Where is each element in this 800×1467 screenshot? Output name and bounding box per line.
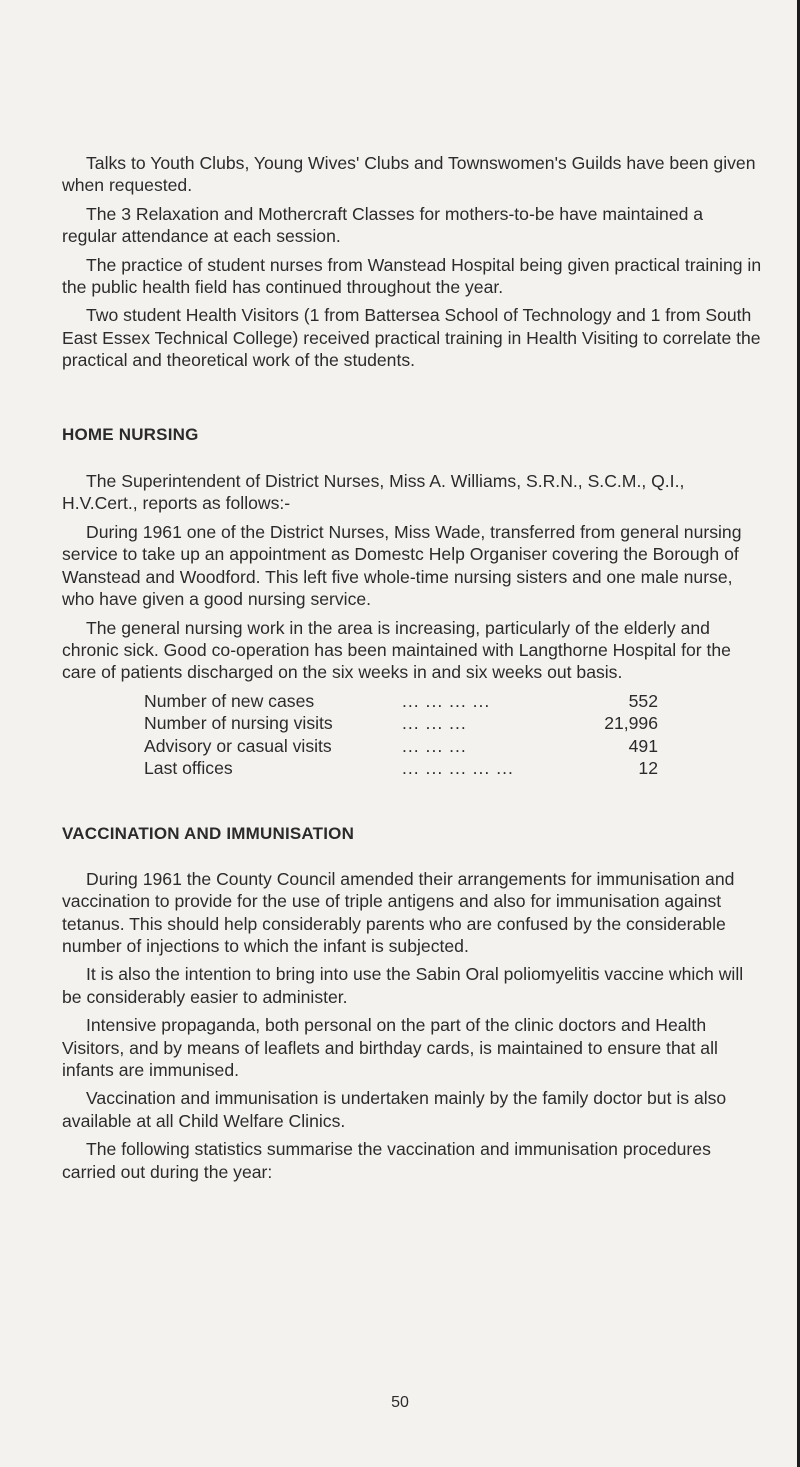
stat-label: Advisory or casual visits [144, 735, 332, 756]
stat-value: 21,996 [604, 713, 658, 734]
intro-paragraph-2: The 3 Relaxation and Mothercraft Classes for mothers-to-be have maintained a regular attendance at each session. [62, 203, 704, 247]
table-row [144, 712, 658, 734]
leader-dots: ... ... ... ... [402, 690, 491, 711]
vaccination-paragraph-4: Vaccination and immunisation is undertaken mainly by the family doctor but is also available at all Child Welfare Clinics. [62, 1088, 727, 1131]
stat-label: Last offices [144, 757, 233, 778]
stat-label: Number of new cases [144, 690, 315, 711]
vaccination-paragraph-1: During 1961 the County Council amended their arrangements for immunisation and vaccination to provide for the use of triple antigens and also for immunisation against tetanus. This should help considerably parents who are confused by the considerable number of injections to which the infant is subjected. [62, 868, 735, 956]
table-row [144, 690, 658, 712]
vaccination-paragraph-5: The following statistics summarise the vaccination and immunisation procedures carried out during the year: [62, 1139, 711, 1182]
intro-paragraph-4: Two student Health Visitors (1 from Battersea School of Technology and 1 from South East Essex Technical College) received practical training in Health Visiting to correlate the practical and theoretical work of the students. [62, 305, 761, 371]
vaccination-paragraph-2: It is also the intention to bring into use the Sabin Oral poliomyelitis vaccine which will be considerably easier to administer. [62, 964, 744, 1007]
home-nursing-paragraph-1: The Superintendent of District Nurses, Miss A. Williams, S.R.N., S.C.M., Q.I., H.V.Cert., reports as follows:- [62, 471, 685, 514]
intro-paragraph-1: Talks to Youth Clubs, Young Wives' Clubs and Townswomen's Guilds have been given when requested. [62, 153, 756, 196]
page-number: 50 [391, 1394, 409, 1411]
table-row [144, 735, 658, 757]
document-page [62, 152, 762, 1189]
leader-dots: ... ... ... ... ... [402, 757, 514, 778]
home-nursing-heading: HOME NURSING [62, 424, 199, 444]
stat-value: 491 [628, 735, 658, 756]
home-nursing-stats-table [144, 690, 658, 780]
stat-value: 12 [638, 757, 658, 778]
stat-label: Number of nursing visits [144, 713, 333, 734]
stat-value: 552 [628, 690, 658, 711]
vaccination-heading: VACCINATION AND IMMUNISATION [62, 824, 355, 844]
intro-paragraph-3: The practice of student nurses from Wanstead Hospital being given practical training in the public health field has continued throughout the year. [62, 254, 762, 298]
table-row [144, 757, 658, 779]
leader-dots: ... ... ... [402, 735, 467, 756]
vaccination-paragraph-3: Intensive propaganda, both personal on the part of the clinic doctors and Health Visitors, and by means of leaflets and birthday cards, is maintained to ensure that all infants are immunised. [62, 1015, 718, 1080]
leader-dots: ... ... ... [402, 713, 467, 734]
home-nursing-paragraph-2: During 1961 one of the District Nurses, Miss Wade, transferred from general nursing service to take up an appointment as Domestc Help Organiser covering the Borough of Wanstead and Woodford. This left five whole-time nursing sisters and one male nurse, who have given a good nursing service. [62, 521, 742, 610]
home-nursing-paragraph-3: The general nursing work in the area is increasing, particularly of the elderly and chronic sick. Good co-operation has been maintained with Langthorne Hospital for the care of patients discharged on the six weeks in and six weeks out basis. [62, 617, 731, 683]
